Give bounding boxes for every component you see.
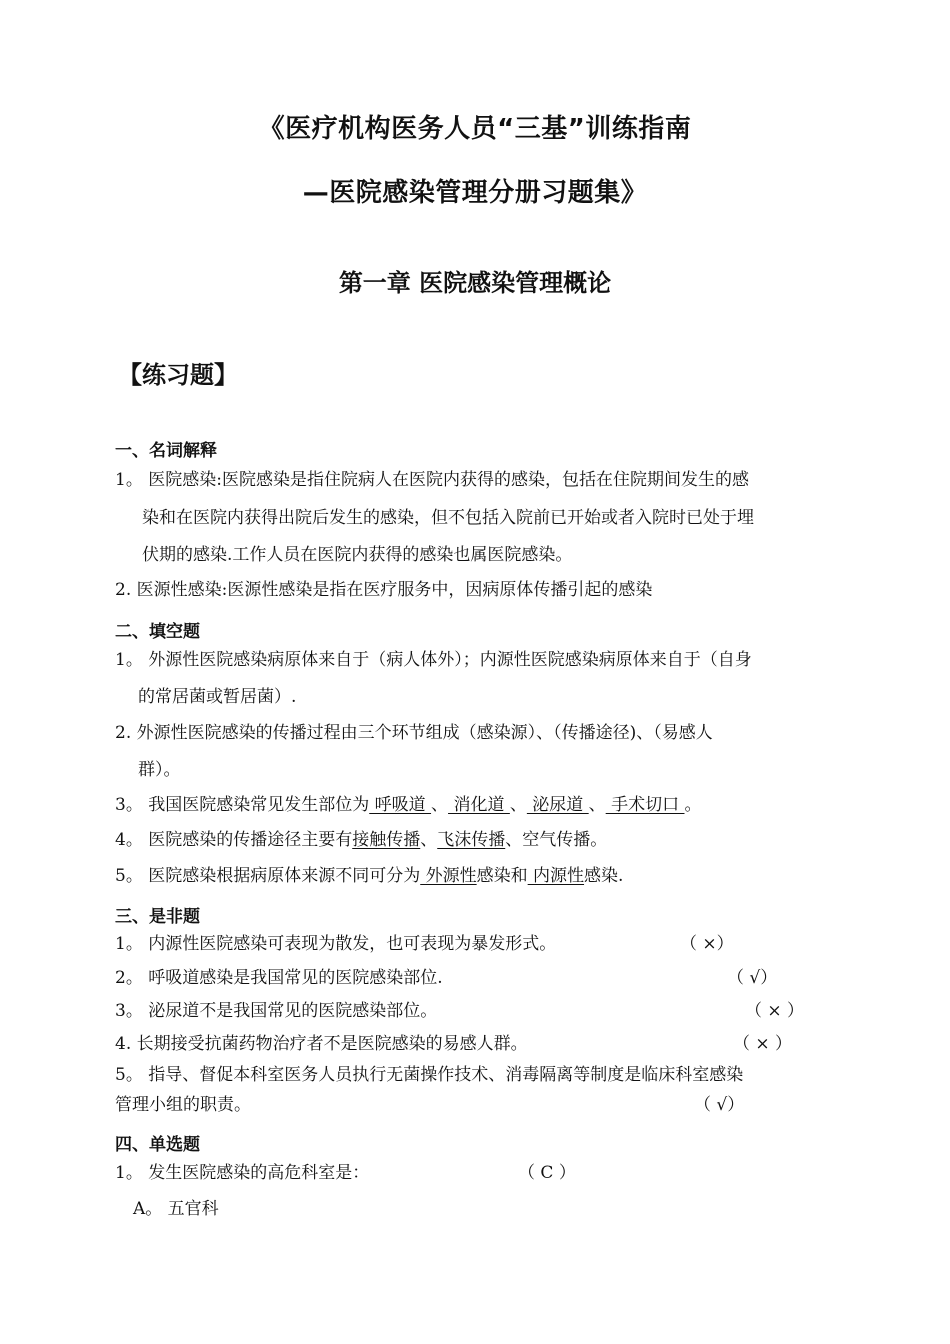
fill-q5-suffix: 感染.	[584, 866, 624, 886]
section-heading-fill: 二、填空题	[115, 622, 200, 642]
fill-q3-suffix: 。	[684, 795, 702, 815]
fill-q3-answer-3: 泌尿道	[526, 795, 589, 815]
document-title-line2: —医院感染管理分册习题集》	[302, 178, 648, 208]
tf-q4-answer: （ × ）	[733, 1034, 793, 1054]
fill-q5-mid: 感染和	[476, 866, 528, 886]
document-title-line1: 《医疗机构医务人员“三基”训练指南	[258, 114, 692, 144]
term-q1-line3: 伏期的感染.工作人员在医院内获得的感染也属医院感染。	[142, 545, 573, 565]
fill-q2-line2: 群）。	[138, 760, 181, 780]
fill-q1-line2: 的常居菌或暂居菌）.	[138, 687, 297, 707]
fill-q3	[115, 795, 701, 815]
section-heading-terms: 一、名词解释	[115, 441, 217, 461]
tf-q5-line1: 5。 指导、督促本科室医务人员执行无菌操作技术、消毒隔离等制度是临床科室感染	[115, 1065, 744, 1085]
tf-q1-text: 1。 内源性医院感染可表现为散发，也可表现为暴发形式。	[115, 934, 557, 954]
fill-q4-sep-1: 、	[420, 830, 438, 850]
fill-q3-prefix: 3。 我国医院感染常见发生部位为	[115, 795, 370, 815]
tf-q3-answer: （ × ）	[745, 1001, 805, 1021]
fill-q5-answer-1: 外源性	[420, 866, 477, 886]
fill-q3-sep-1: 、	[431, 795, 449, 815]
fill-q4-answer-2: 飞沫传播	[437, 830, 506, 850]
fill-q5-prefix: 5。 医院感染根据病原体来源不同可分为	[115, 866, 421, 886]
tf-q4-text: 4. 长期接受抗菌药物治疗者不是医院感染的易感人群。	[115, 1034, 528, 1054]
tf-q1-answer: （ ×）	[680, 934, 734, 954]
section-heading-single-choice: 四、单选题	[115, 1135, 200, 1155]
fill-q3-answer-4: 手术切口	[605, 795, 685, 815]
fill-q4	[115, 830, 607, 850]
term-q1-line2: 染和在医院内获得出院后发生的感染，但不包括入院前已开始或者入院时已处于埋	[142, 508, 754, 528]
fill-q3-sep-2: 、	[509, 795, 527, 815]
chapter-heading: 第一章 医院感染管理概论	[338, 269, 612, 297]
tf-q5-line2: 管理小组的职责。	[115, 1095, 251, 1115]
tf-q2-text: 2。 呼吸道感染是我国常见的医院感染部位.	[115, 968, 443, 988]
term-q2: 2. 医源性感染:医源性感染是指在医疗服务中，因病原体传播引起的感染	[115, 580, 653, 600]
section-heading-true-false: 三、是非题	[115, 907, 200, 927]
sc-q1-option-a: A。 五官科	[133, 1199, 219, 1219]
tf-q3-text: 3。 泌尿道不是我国常见的医院感染部位。	[115, 1001, 438, 1021]
sc-q1-answer: （ C ）	[518, 1163, 576, 1183]
fill-q2-line1: 2. 外源性医院感染的传播过程由三个环节组成（感染源）、（传播途径)、（易感人	[115, 723, 713, 743]
term-q1-line1: 1。 医院感染:医院感染是指住院病人在医院内获得的感染，包括在住院期间发生的感	[115, 470, 749, 490]
fill-q1-line1: 1。 外源性医院感染病原体来自于（病人体外）；内源性医院感染病原体来自于（自身	[115, 650, 752, 670]
fill-q3-answer-1: 呼吸道	[369, 795, 432, 815]
fill-q3-answer-2: 消化道	[448, 795, 510, 815]
tf-q2-answer: （ √）	[727, 968, 778, 988]
fill-q4-prefix: 4。 医院感染的传播途径主要有	[115, 830, 353, 850]
fill-q5	[115, 866, 623, 886]
practice-heading: 【练习题】	[118, 361, 238, 389]
fill-q3-sep-3: 、	[588, 795, 606, 815]
fill-q5-answer-2: 内源性	[527, 866, 585, 886]
sc-q1-text: 1。 发生医院感染的高危科室是：	[115, 1163, 370, 1183]
fill-q4-answer-1: 接触传播	[352, 830, 421, 850]
fill-q4-suffix: 、空气传播。	[505, 830, 608, 850]
tf-q5-answer: （ √）	[694, 1095, 745, 1115]
